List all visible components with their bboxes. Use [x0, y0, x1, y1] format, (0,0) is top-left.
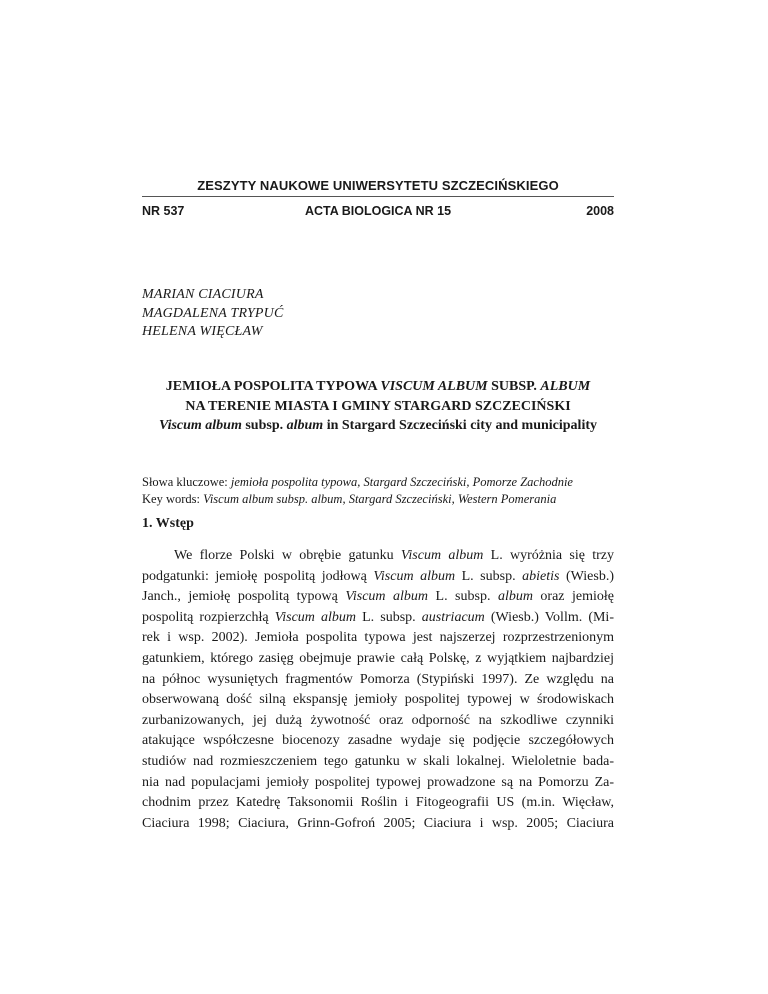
body-line: pospolitą rozpierzchłą Viscum album L. subsp. austriacum (Wiesb.) Vollm. (Mi-: [142, 609, 614, 625]
keywords-block: [142, 474, 622, 508]
body-line: na północ wysuniętych fragmentów Pomorza (Stypiński 1997). Ze względu na: [142, 671, 614, 687]
body-line: We florze Polski w obrębie gatunku Viscum album L. wyróżnia się trzy: [174, 548, 614, 563]
body-line: studiów nad rozmieszczeniem tego gatunku w skali lokalnej. Wieloletnie bada-: [142, 753, 614, 769]
section-heading: 1. Wstęp: [142, 516, 194, 531]
title-line-1: JEMIOŁA POSPOLITA TYPOWA VISCUM ALBUM SUBSP. ALBUM: [165, 379, 591, 394]
body-line: obserwowaną dość silną ekspansję jemioły pospolitej typowej w środowiskach: [142, 692, 614, 708]
body-line: zurbanizowanych, jej dużą żywotność oraz odporność na szkodliwe czynniki: [142, 712, 614, 728]
title-line-2: NA TERENIE MIASTA I GMINY STARGARD SZCZECIŃSKI: [185, 398, 571, 414]
body-paragraph: [142, 546, 614, 834]
series-name: ACTA BIOLOGICA NR 15: [304, 204, 452, 218]
author-list: [142, 286, 284, 342]
title-line-3-english: Viscum album subsp. album in Stargard Szczeciński city and municipality: [159, 418, 597, 433]
author-name: MARIAN CIACIURA: [142, 287, 264, 302]
issue-info-row: [142, 204, 614, 220]
body-line: atakujące współczesne biocenozy zasadne wydaje się podjęcie szczegółowych: [142, 733, 614, 749]
body-line: Ciaciura 1998; Ciaciura, Grinn-Gofroń 2005; Ciaciura i wsp. 2005; Ciaciura: [142, 815, 614, 831]
author-name: HELENA WIĘCŁAW: [142, 324, 263, 339]
journal-title: ZESZYTY NAUKOWE UNIWERSYTETU SZCZECIŃSKIEGO: [197, 178, 559, 193]
body-line: nia nad populacjami jemioły pospolitej typowej prowadzone są na Pomorzu Za-: [142, 774, 614, 790]
issue-year: 2008: [586, 204, 614, 218]
article-title: [142, 377, 614, 436]
keywords-polish: Słowa kluczowe: jemioła pospolita typowa, Stargard Szczeciński, Pomorze Zachodnie: [142, 475, 573, 489]
body-line: gatunkiem, którego zasięg obejmuje prawie całą Polskę, z wyjątkiem najbardziej: [142, 650, 614, 666]
keywords-english: Key words: Viscum album subsp. album, Stargard Szczeciński, Western Pomerania: [142, 492, 557, 506]
body-line: podgatunki: jemiołę pospolitą jodłową Viscum album L. subsp. abietis (Wiesb.): [142, 568, 615, 584]
header-rule: [142, 196, 614, 197]
body-line: chodnim przez Katedrę Taksonomii Roślin i Fitogeografii US (m.in. Więcław,: [142, 795, 614, 811]
body-line: rek i wsp. 2002). Jemioła pospolita typowa jest najszerzej rozprzestrzenionym: [142, 630, 614, 646]
issue-number: NR 537: [142, 204, 185, 218]
body-line: Janch., jemiołę pospolitą typową Viscum album L. subsp. album oraz jemiołę: [142, 589, 614, 605]
author-name: MAGDALENA TRYPUĆ: [142, 305, 284, 321]
